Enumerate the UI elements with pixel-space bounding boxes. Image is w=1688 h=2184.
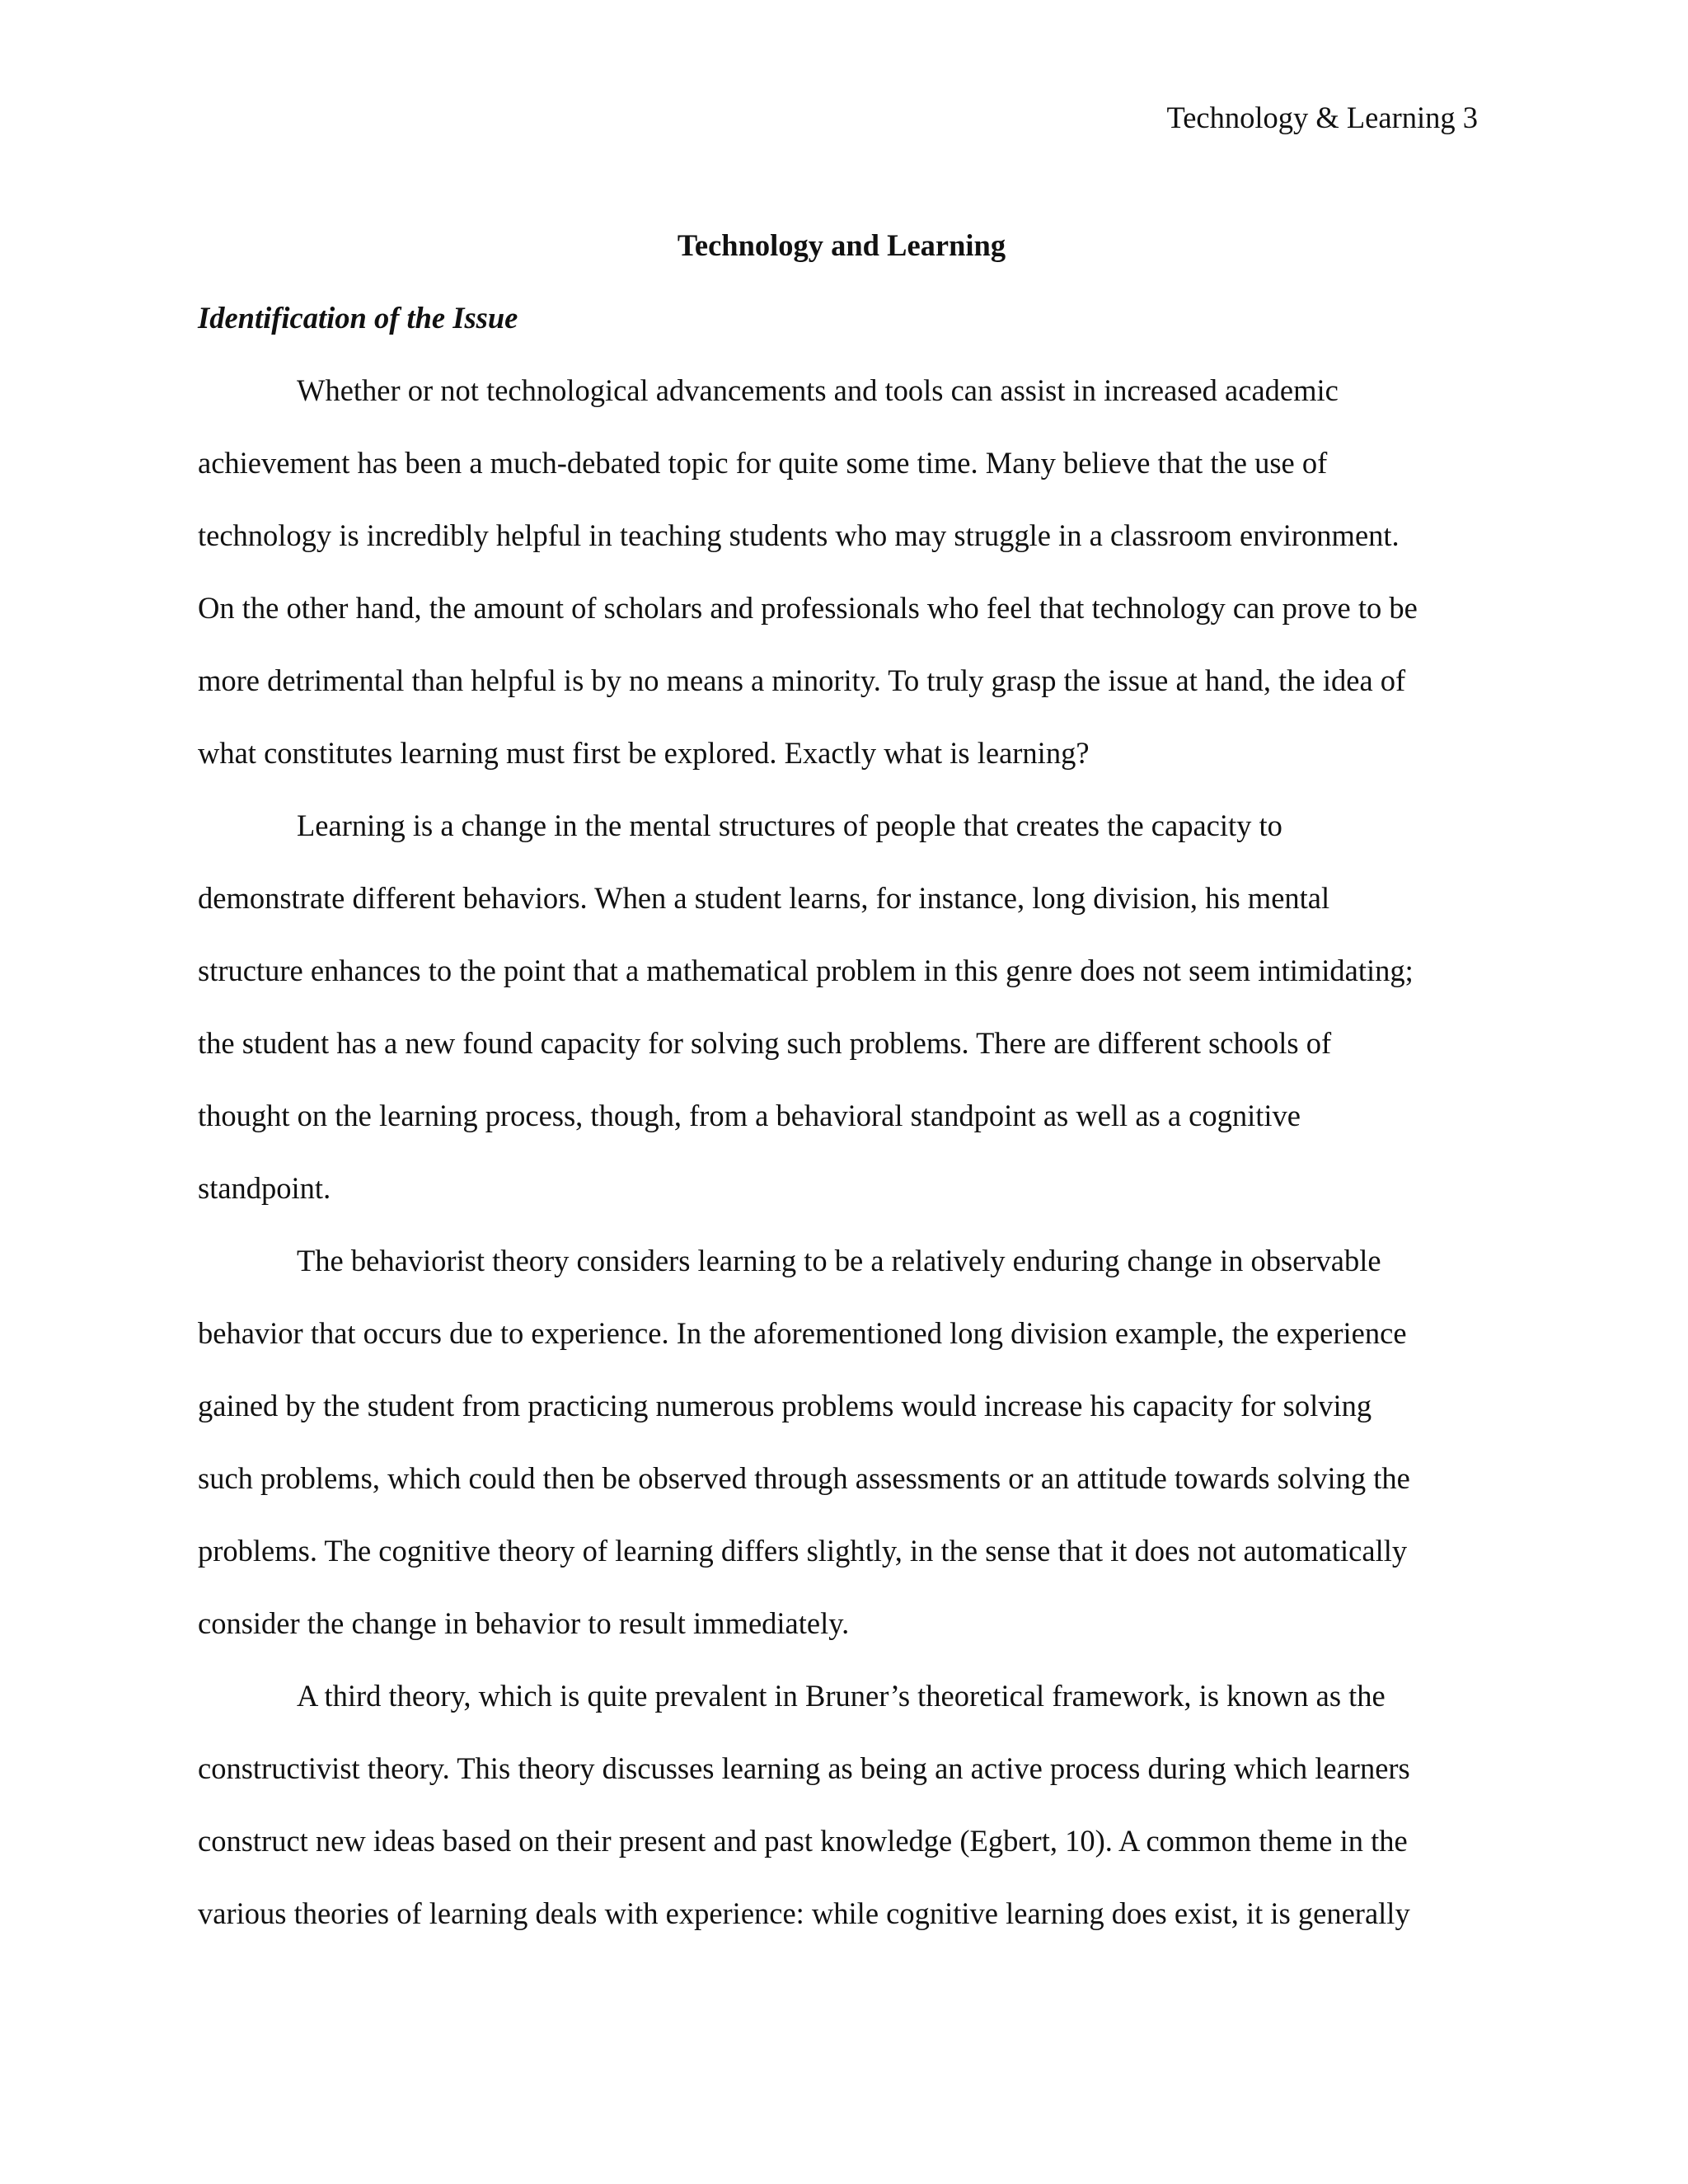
paragraph-line: thought on the learning process, though, from a behavioral standpoint as well as a cognitive xyxy=(198,1099,1301,1132)
paragraph-line: standpoint. xyxy=(198,1171,331,1205)
paragraph-line: demonstrate different behaviors. When a student learns, for instance, long division, his mental xyxy=(198,881,1330,915)
paragraph-1 xyxy=(198,354,1485,790)
section-heading: Identification of the Issue xyxy=(198,301,518,335)
paragraph-2 xyxy=(198,790,1485,1225)
paragraph-line: behavior that occurs due to experience. In the aforementioned long division example, the experience xyxy=(198,1316,1407,1350)
paragraph-line: achievement has been a much-debated topic for quite some time. Many believe that the use of xyxy=(198,446,1328,480)
paragraph-line: A third theory, which is quite prevalent in Bruner’s theoretical framework, is known as the xyxy=(297,1679,1386,1713)
paragraph-line: problems. The cognitive theory of learning differs slightly, in the sense that it does not automatically xyxy=(198,1534,1408,1568)
paragraph-line: The behaviorist theory considers learning to be a relatively enduring change in observable xyxy=(297,1244,1381,1277)
paragraph-line: various theories of learning deals with experience: while cognitive learning does exist, it is generally xyxy=(198,1896,1410,1930)
paragraph-line: construct new ideas based on their present and past knowledge (Egbert, 10). A common theme in the xyxy=(198,1824,1408,1858)
document-title: Technology and Learning xyxy=(677,228,1006,262)
paragraph-line: technology is incredibly helpful in teaching students who may struggle in a classroom environment. xyxy=(198,518,1400,552)
paragraph-line: more detrimental than helpful is by no means a minority. To truly grasp the issue at hand, the idea of xyxy=(198,663,1406,697)
paragraph-line: such problems, which could then be observed through assessments or an attitude towards solving the xyxy=(198,1461,1410,1495)
paragraph-line: Learning is a change in the mental structures of people that creates the capacity to xyxy=(297,808,1282,842)
paragraph-line: gained by the student from practicing numerous problems would increase his capacity for solving xyxy=(198,1389,1372,1422)
paragraph-4 xyxy=(198,1660,1485,1950)
paragraph-line: Whether or not technological advancements and tools can assist in increased academic xyxy=(297,373,1339,407)
paragraph-line: the student has a new found capacity for solving such problems. There are different schools of xyxy=(198,1026,1332,1060)
paragraph-3 xyxy=(198,1225,1485,1660)
paragraph-line: consider the change in behavior to result immediately. xyxy=(198,1606,850,1640)
document-body xyxy=(198,209,1485,1950)
paragraph-line: structure enhances to the point that a mathematical problem in this genre does not seem intimidating; xyxy=(198,954,1414,987)
running-head: Technology & Learning 3 xyxy=(1166,101,1478,134)
paragraph-line: constructivist theory. This theory discusses learning as being an active process during which learners xyxy=(198,1751,1410,1785)
paragraph-line: what constitutes learning must first be explored. Exactly what is learning? xyxy=(198,736,1090,770)
paragraph-line: On the other hand, the amount of scholars and professionals who feel that technology can prove to be xyxy=(198,591,1418,625)
